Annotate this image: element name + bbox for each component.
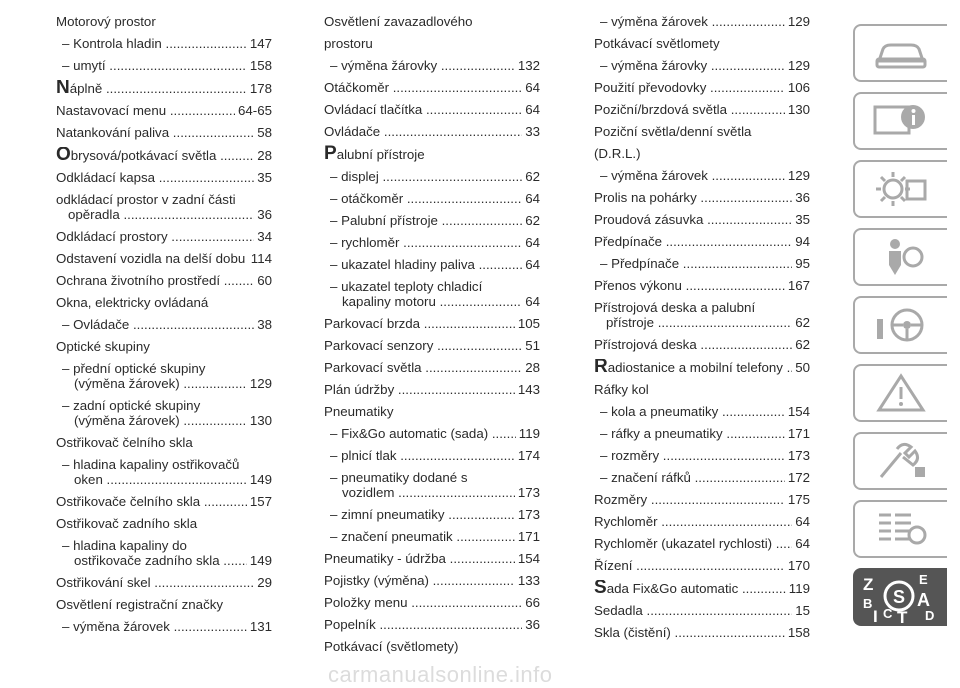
index-entry-label: Nastavovací menu ..... xyxy=(56,103,235,118)
page-number: 28 xyxy=(257,148,272,163)
index-entry-label: Rozměry ..... xyxy=(594,492,785,507)
page-number: 105 xyxy=(517,316,540,331)
page-number: 64 xyxy=(525,191,540,206)
index-entry-line2: vozidlem ..... xyxy=(330,485,515,500)
index-entry xyxy=(324,595,540,610)
index-entry xyxy=(56,229,272,244)
page-number: 38 xyxy=(257,317,272,332)
index-entry-label: Ostřikovače čelního skla ..... xyxy=(56,494,247,509)
page-number: 167 xyxy=(787,278,810,293)
tab-specs[interactable] xyxy=(853,500,947,558)
index-entry-label: Odkládací kapsa ..... xyxy=(56,170,254,185)
index-entry-label: Sedadla ..... xyxy=(594,603,792,618)
index-entry xyxy=(324,235,540,250)
tab-car[interactable] xyxy=(853,24,947,82)
index-entry-label: – zimní pneumatiky ..... xyxy=(330,507,515,522)
page-number: 64 xyxy=(525,102,540,117)
index-entry-label: – rozměry ..... xyxy=(600,448,785,463)
index-entry-label: Použití převodovky ..... xyxy=(594,80,785,95)
car-icon xyxy=(871,33,931,73)
index-entry xyxy=(56,192,272,222)
page-number: 175 xyxy=(787,492,810,507)
index-entry-label: – rychloměr ..... xyxy=(330,235,522,250)
page-number: 62 xyxy=(795,315,810,330)
page-number: 35 xyxy=(795,212,810,227)
index-entry xyxy=(324,551,540,566)
index-entry xyxy=(56,36,272,51)
index-group-heading: Ostřikovač čelního skla xyxy=(56,435,193,450)
page-number: 95 xyxy=(795,256,810,271)
index-group-heading: Osvětlení zavazadlového xyxy=(324,14,473,29)
index-letter-t: T xyxy=(897,608,908,624)
index-entry-label: Odkládací prostory ..... xyxy=(56,229,254,244)
index-entry-label: – Palubní přístroje ..... xyxy=(330,213,522,228)
index-entry xyxy=(594,426,810,441)
index-entry-label xyxy=(62,538,247,568)
index-entry xyxy=(594,448,810,463)
index-entry-line2: kapaliny motoru ..... xyxy=(330,294,522,309)
index-entry xyxy=(594,256,810,271)
index-entry xyxy=(594,536,810,551)
index-initial-letter: R xyxy=(594,359,608,375)
index-entry-label: Položky menu ..... xyxy=(324,595,522,610)
index-entry xyxy=(56,125,272,140)
index-entry-label: Přenos výkonu ..... xyxy=(594,278,785,293)
index-entry xyxy=(56,80,272,96)
page-number: 28 xyxy=(525,360,540,375)
page-number: 129 xyxy=(787,14,810,29)
index-entry-label: Řízení ..... xyxy=(594,558,785,573)
index-entry xyxy=(324,316,540,331)
index-entry xyxy=(56,494,272,509)
index-entry-line1: Přístrojová deska a palubní xyxy=(594,300,756,315)
page-number: 129 xyxy=(787,58,810,73)
page-number: 130 xyxy=(249,413,272,428)
tab-emergency[interactable] xyxy=(853,364,947,422)
index-entry xyxy=(594,580,810,596)
index-entry-label: – Kontrola hladin ..... xyxy=(62,36,247,51)
specs-list-icon xyxy=(871,507,931,551)
index-entry-label: – značení ráfků ..... xyxy=(600,470,785,485)
index-group-heading: Pneumatiky xyxy=(324,404,394,419)
page-number: 131 xyxy=(249,619,272,634)
index-entry xyxy=(594,470,810,485)
page-number: 154 xyxy=(787,404,810,419)
index-entry-label: – umytí ..... xyxy=(62,58,247,73)
page-number: 62 xyxy=(525,169,540,184)
index-entry-label: Ochrana životního prostředí ..... xyxy=(56,273,254,288)
index-entry-label: Ostřikování skel ..... xyxy=(56,575,254,590)
page-number: 171 xyxy=(517,529,540,544)
page-number: 62 xyxy=(795,337,810,352)
tab-driving[interactable] xyxy=(853,296,947,354)
page-number: 132 xyxy=(517,58,540,73)
index-entry-label: Skla (čistění) ..... xyxy=(594,625,785,640)
page-number: 154 xyxy=(517,551,540,566)
index-entry xyxy=(324,80,540,95)
index-entry-line1: – pneumatiky dodané s xyxy=(330,470,468,485)
index-entry-label xyxy=(56,147,254,163)
page-number: 94 xyxy=(795,234,810,249)
index-entry-line2: přístroje ..... xyxy=(594,315,792,330)
index-entry-text: brysová/potkávací světla xyxy=(70,148,217,163)
index-entry-label xyxy=(330,470,515,500)
tab-info[interactable] xyxy=(853,92,947,150)
page-number: 149 xyxy=(249,553,272,568)
index-entry xyxy=(56,398,272,428)
index-entry-text: ada Fix&Go automatic xyxy=(606,581,739,596)
index-entry-label: – Fix&Go automatic (sada) ..... xyxy=(330,426,516,441)
index-entry xyxy=(594,603,810,618)
index-entry-label: Parkovací senzory ..... xyxy=(324,338,522,353)
page-number: 36 xyxy=(795,190,810,205)
page-number: 29 xyxy=(257,575,272,590)
tab-maintenance[interactable] xyxy=(853,432,947,490)
page-number: 60 xyxy=(257,273,272,288)
index-entry-label: Otáčkoměr ..... xyxy=(324,80,522,95)
page-number: 66 xyxy=(525,595,540,610)
page-number: 157 xyxy=(249,494,272,509)
index-group-heading: Optické skupiny xyxy=(56,339,150,354)
page-number: 174 xyxy=(517,448,540,463)
index-group-heading: prostoru xyxy=(324,36,373,51)
page-number: 173 xyxy=(517,485,540,500)
index-entry xyxy=(56,170,272,185)
index-entry xyxy=(594,337,810,352)
index-entry xyxy=(324,191,540,206)
index-entry xyxy=(594,278,810,293)
watermark: carmanualsonline.info xyxy=(328,662,553,687)
index-entry-label: Pneumatiky - údržba ..... xyxy=(324,551,515,566)
page-number: 173 xyxy=(787,448,810,463)
page-number: 172 xyxy=(787,470,810,485)
index-entry xyxy=(56,361,272,391)
index-entry-label: – výměna žárovky ..... xyxy=(330,58,515,73)
page-number: 106 xyxy=(787,80,810,95)
index-entry-label xyxy=(330,279,522,309)
index-entry-label: Popelník ..... xyxy=(324,617,522,632)
index-entry xyxy=(594,212,810,227)
index-entry-label: Ovládače ..... xyxy=(324,124,522,139)
page-number: 173 xyxy=(517,507,540,522)
index-entry xyxy=(324,58,540,73)
index-entry-label: Rychloměr ..... xyxy=(594,514,792,529)
tab-lights[interactable] xyxy=(853,160,947,218)
index-entry-label: Prolis na pohárky ..... xyxy=(594,190,792,205)
page-number: 58 xyxy=(257,125,272,140)
index-initial-letter: P xyxy=(324,143,337,164)
page-number: 51 xyxy=(525,338,540,353)
index-entry-label: – ukazatel hladiny paliva ..... xyxy=(330,257,522,272)
page-number: 178 xyxy=(249,81,272,96)
index-entry-line2: ostřikovače zadního skla ..... xyxy=(62,553,247,568)
index-initial-letter: S xyxy=(594,580,607,596)
index-group-heading: Poziční světla/denní světla xyxy=(594,124,752,139)
page-number: 64-65 xyxy=(237,103,272,118)
index-entry-label xyxy=(56,80,247,96)
index-entry xyxy=(324,279,540,309)
index-entry-line1: – ukazatel teploty chladicí xyxy=(330,279,483,294)
page-number: 33 xyxy=(525,124,540,139)
index-entry xyxy=(594,58,810,73)
index-entry xyxy=(324,169,540,184)
index-entry xyxy=(56,251,272,266)
index-initial-letter: N xyxy=(56,80,70,96)
index-entry-label: – výměna žárovek ..... xyxy=(62,619,247,634)
index-entry-label: – výměna žárovky ..... xyxy=(600,58,785,73)
index-entry xyxy=(594,492,810,507)
index-entry-label: – ráfky a pneumatiky ..... xyxy=(600,426,785,441)
page-number: 114 xyxy=(250,251,272,266)
warning-triangle-icon xyxy=(871,371,931,415)
index-entry xyxy=(324,448,540,463)
index-entry-line1: – hladina kapaliny ostřikovačů xyxy=(62,457,240,472)
index-entry-line1: – zadní optické skupiny xyxy=(62,398,201,413)
index-entry-label: – značení pneumatik ..... xyxy=(330,529,515,544)
index-entry-label: Odstavení vozidla na delší dobu ..... xyxy=(56,251,248,266)
index-entry xyxy=(324,338,540,353)
index-entry xyxy=(324,470,540,500)
index-letter-z: Z xyxy=(863,575,874,594)
index-entry-label: – Ovládače ..... xyxy=(62,317,254,332)
page-number: 34 xyxy=(257,229,272,244)
index-entry xyxy=(324,257,540,272)
lights-icon xyxy=(871,167,931,211)
page-number: 149 xyxy=(249,472,272,487)
index-entry xyxy=(56,538,272,568)
index-initial-letter: O xyxy=(56,147,71,163)
page-number: 15 xyxy=(795,603,810,618)
index-entry-label: – displej ..... xyxy=(330,169,522,184)
page-number: 171 xyxy=(787,426,810,441)
index-entry-label: Poziční/brzdová světla ..... xyxy=(594,102,785,117)
page-number: 129 xyxy=(787,168,810,183)
index-group-heading: Ráfky kol xyxy=(594,382,649,397)
index-entry xyxy=(324,360,540,375)
index-entry-label: – plnicí tlak ..... xyxy=(330,448,515,463)
index-entry-label xyxy=(62,398,247,428)
index-entry xyxy=(594,168,810,183)
index-entry-label: Parkovací světla ..... xyxy=(324,360,522,375)
index-entry-label: Přístrojová deska ..... xyxy=(594,337,792,352)
index-entry-label: – výměna žárovek ..... xyxy=(600,14,785,29)
index-entry xyxy=(324,529,540,544)
index-group-heading: Osvětlení registrační značky xyxy=(56,597,224,612)
page-number: 158 xyxy=(787,625,810,640)
index-entry xyxy=(594,404,810,419)
index-group-heading xyxy=(324,143,540,164)
tab-safety[interactable] xyxy=(853,228,947,286)
index-group-heading: Potkávací (světlomety) xyxy=(324,639,459,654)
index-entry-line2: (výměna žárovek) ..... xyxy=(62,413,247,428)
index-entry xyxy=(594,102,810,117)
index-group-heading: Okna, elektricky ovládaná xyxy=(56,295,209,310)
maintenance-icon xyxy=(871,439,931,483)
index-entry xyxy=(594,300,810,330)
index-entry xyxy=(324,382,540,397)
index-entry xyxy=(56,58,272,73)
index-entry xyxy=(594,359,810,375)
page-number: 64 xyxy=(525,294,540,309)
index-entry xyxy=(594,190,810,205)
index-entry-label xyxy=(594,300,792,330)
airbag-icon xyxy=(871,235,931,279)
alphabetical-index-icon xyxy=(857,570,945,624)
index-entry-text: adiostanice a mobilní telefony xyxy=(607,360,783,375)
index-entry-text: áplně xyxy=(69,81,103,96)
index-entry-label: Rychloměr (ukazatel rychlosti) ..... xyxy=(594,536,792,551)
index-entry xyxy=(56,317,272,332)
page-number: 119 xyxy=(788,581,810,596)
index-entry xyxy=(324,507,540,522)
index-entry xyxy=(594,14,810,29)
index-letter-e: E xyxy=(919,572,928,587)
index-entry-label: – výměna žárovek ..... xyxy=(600,168,785,183)
page-number: 133 xyxy=(517,573,540,588)
index-entry xyxy=(324,213,540,228)
page-number: 170 xyxy=(787,558,810,573)
index-entry-line1: odkládací prostor v zadní části xyxy=(56,192,236,207)
index-letter-c: C xyxy=(883,606,893,621)
page-number: 62 xyxy=(525,213,540,228)
index-entry xyxy=(56,273,272,288)
index-entry xyxy=(56,147,272,163)
index-column-3 xyxy=(594,14,810,647)
index-entry xyxy=(56,103,272,118)
page-number: 119 xyxy=(518,426,540,441)
index-group-heading: (D.R.L.) xyxy=(594,146,641,161)
index-entry-label: Proudová zásuvka ..... xyxy=(594,212,792,227)
index-entry xyxy=(56,619,272,634)
page-number: 36 xyxy=(525,617,540,632)
page-number: 50 xyxy=(795,360,810,375)
index-entry-line1: – přední optické skupiny xyxy=(62,361,206,376)
page-number: 147 xyxy=(249,36,272,51)
index-entry xyxy=(594,514,810,529)
info-icon xyxy=(871,99,931,143)
index-group-heading: Potkávací světlomety xyxy=(594,36,720,51)
page-number: 64 xyxy=(795,514,810,529)
page-number: 64 xyxy=(525,235,540,250)
page-number: 35 xyxy=(257,170,272,185)
index-entry-label: Plán údržby ..... xyxy=(324,382,515,397)
index-entry-label: – otáčkoměr ..... xyxy=(330,191,522,206)
index-entry-label: Ovládací tlačítka ..... xyxy=(324,102,522,117)
page-number: 129 xyxy=(249,376,272,391)
index-entry xyxy=(324,124,540,139)
page-number: 64 xyxy=(525,80,540,95)
index-entry xyxy=(324,573,540,588)
chapter-tabs xyxy=(853,24,960,636)
index-entry-label: Pojistky (výměna) ..... xyxy=(324,573,515,588)
index-entry-label: Parkovací brzda ..... xyxy=(324,316,515,331)
index-group-heading: Motorový prostor xyxy=(56,14,156,29)
index-column-2 xyxy=(324,14,540,661)
index-entry xyxy=(594,625,810,640)
index-entry xyxy=(594,80,810,95)
page-number: 36 xyxy=(257,207,272,222)
index-entry-label xyxy=(62,361,247,391)
index-entry-label: Natankování paliva ..... xyxy=(56,125,254,140)
index-entry xyxy=(56,457,272,487)
index-entry-line2: opěradla ..... xyxy=(56,207,254,222)
steering-wheel-icon xyxy=(871,303,931,347)
index-letter-b: B xyxy=(863,596,873,611)
index-entry-label: – kola a pneumatiky ..... xyxy=(600,404,785,419)
index-entry xyxy=(324,426,540,441)
index-entry-label xyxy=(56,192,254,222)
index-letter-i: I xyxy=(873,607,878,624)
index-entry xyxy=(594,234,810,249)
page-number: 143 xyxy=(517,382,540,397)
page-number: 130 xyxy=(787,102,810,117)
index-letter-s: S xyxy=(893,587,906,607)
index-entry-label: Předpínače ..... xyxy=(594,234,792,249)
tab-index[interactable] xyxy=(853,568,947,626)
index-entry-line1: – hladina kapaliny do xyxy=(62,538,187,553)
index-entry-label xyxy=(594,580,786,596)
index-column-1 xyxy=(56,14,272,641)
page-number: 158 xyxy=(249,58,272,73)
index-entry-text: alubní přístroje xyxy=(336,147,425,162)
index-entry-line2: (výměna žárovek) ..... xyxy=(62,376,247,391)
index-entry-line2: oken ..... xyxy=(62,472,247,487)
index-entry xyxy=(324,617,540,632)
index-letter-d: D xyxy=(925,608,935,623)
index-entry-label xyxy=(594,359,792,375)
index-letter-a: A xyxy=(917,590,930,610)
page-number: 64 xyxy=(795,536,810,551)
index-entry xyxy=(324,102,540,117)
page-number: 64 xyxy=(525,257,540,272)
index-entry-label: – Předpínače ..... xyxy=(600,256,792,271)
index-group-heading: Ostřikovač zadního skla xyxy=(56,516,198,531)
index-entry-label xyxy=(62,457,247,487)
index-entry xyxy=(56,575,272,590)
index-entry xyxy=(594,558,810,573)
